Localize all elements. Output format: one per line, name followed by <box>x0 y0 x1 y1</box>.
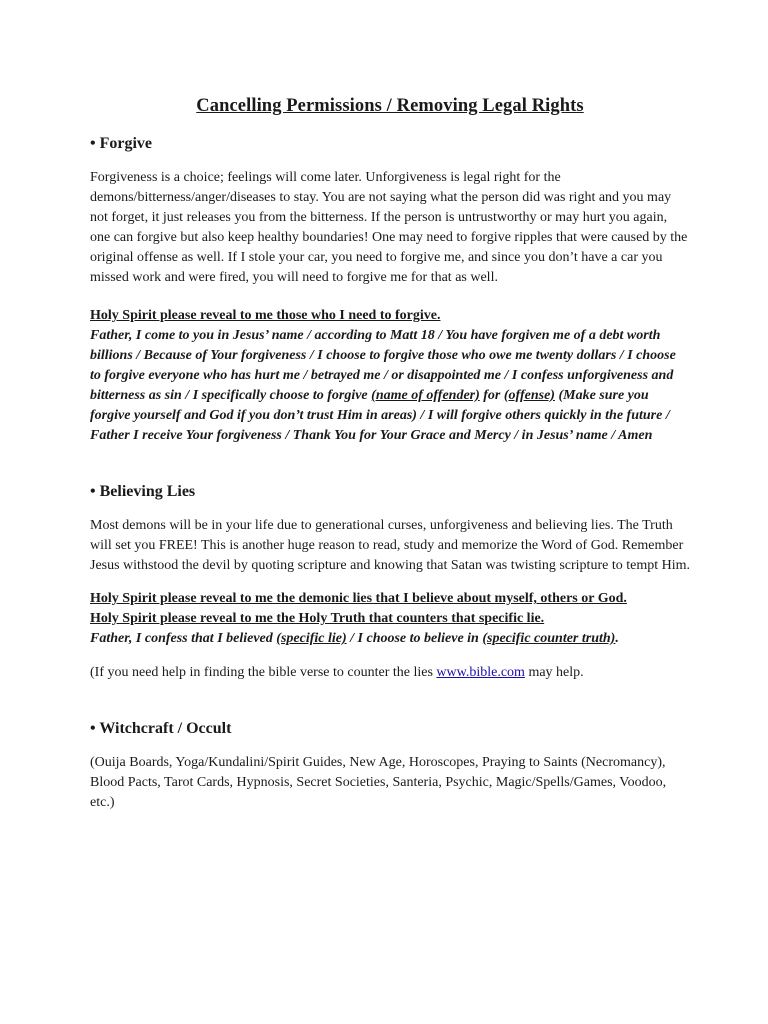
lies-help-before: (If you need help in finding the bible verse to counter the lies <box>90 665 437 680</box>
lies-prayer-line1: Holy Spirit please reveal to me the demonic lies that I believe about myself, others or God. <box>90 591 627 606</box>
section-heading-believing-lies: • Believing Lies <box>90 483 196 500</box>
lies-prayer-line2: Holy Spirit please reveal to me the Holy Truth that counters that specific lie. <box>90 611 545 626</box>
bible-link[interactable]: www.bible.com <box>436 665 525 680</box>
section-heading-forgive: • Forgive <box>90 135 153 152</box>
section-forgive <box>90 135 690 446</box>
section-heading-witchcraft: • Witchcraft / Occult <box>90 720 232 737</box>
forgive-prayer-blank-offender: (name of offender) <box>371 388 480 403</box>
lies-prayer-text <box>90 629 690 649</box>
forgive-prayer-intro: Holy Spirit please reveal to me those who I need to forgive. <box>90 308 441 323</box>
forgive-paragraph: Forgiveness is a choice; feelings will come later. Unforgiveness is legal right for the demons/bitterness/anger/diseases to stay. You are not saying what the person did was right and you may not forget, it just releases you from the bitterness. If the person is untrustworthy or may hurt you again, one can forgive but also keep healthy boundaries! One may need to forgive ripples that were caused by the original offense as well. If I stole your car, you need to forgive me, and since you don’t have a car you missed work and were fired, you will need to forgive me for that as well. <box>90 170 688 285</box>
lies-prayer-blank-lie: (specific lie) <box>276 631 347 646</box>
lies-prayer-part1: Father, I confess that I believed <box>90 631 277 646</box>
lies-prayer-part2: / I choose to believe in <box>346 631 483 646</box>
lies-prayer <box>90 589 690 649</box>
forgive-prayer-text <box>90 326 690 446</box>
forgive-prayer <box>90 306 690 446</box>
forgive-prayer-part3: (Make sure you forgive yourself and God if you don’t trust Him in areas) / I will forgive others quickly in the future / Father I receive Your forgiveness / Thank You for Your Grace and Mercy / in Jesus’ name / Amen <box>90 388 670 443</box>
lies-prayer-blank-truth: (specific counter truth) <box>482 631 616 646</box>
forgive-prayer-part2: for <box>479 388 504 403</box>
forgive-prayer-blank-offense: (offense) <box>503 388 555 403</box>
lies-prayer-part3: . <box>615 631 619 646</box>
forgive-prayer-part1: Father, I come to you in Jesus’ name / according to Matt 18 / You have forgiven me of a debt worth billions / Because of Your forgiveness / I choose to forgive those who owe me twenty dollars / I choose to forgive everyone who has hurt me / betrayed me / or disappointed me / I confess unforgiveness and bitterness as sin / I specifically choose to forgive <box>90 328 676 403</box>
section-witchcraft <box>90 720 690 813</box>
lies-help-note <box>90 663 690 683</box>
lies-help-after: may help. <box>524 665 584 680</box>
lies-paragraph: Most demons will be in your life due to generational curses, unforgiveness and believing lies. The Truth will set you FREE! This is another huge reason to read, study and memorize the Word of God. Remember Jesus withstood the devil by quoting scripture and knowing that Satan was twisting scripture to tempt Him. <box>90 518 690 573</box>
section-believing-lies <box>90 483 690 683</box>
witchcraft-paragraph: (Ouija Boards, Yoga/Kundalini/Spirit Guides, New Age, Horoscopes, Praying to Saints (Necromancy), Blood Pacts, Tarot Cards, Hypnosis, Secret Societies, Santeria, Psychic, Magic/Spells/Games, Voodoo, etc.) <box>90 755 667 810</box>
page-title: Cancelling Permissions / Removing Legal Rights <box>196 96 584 116</box>
document-page <box>90 96 690 813</box>
